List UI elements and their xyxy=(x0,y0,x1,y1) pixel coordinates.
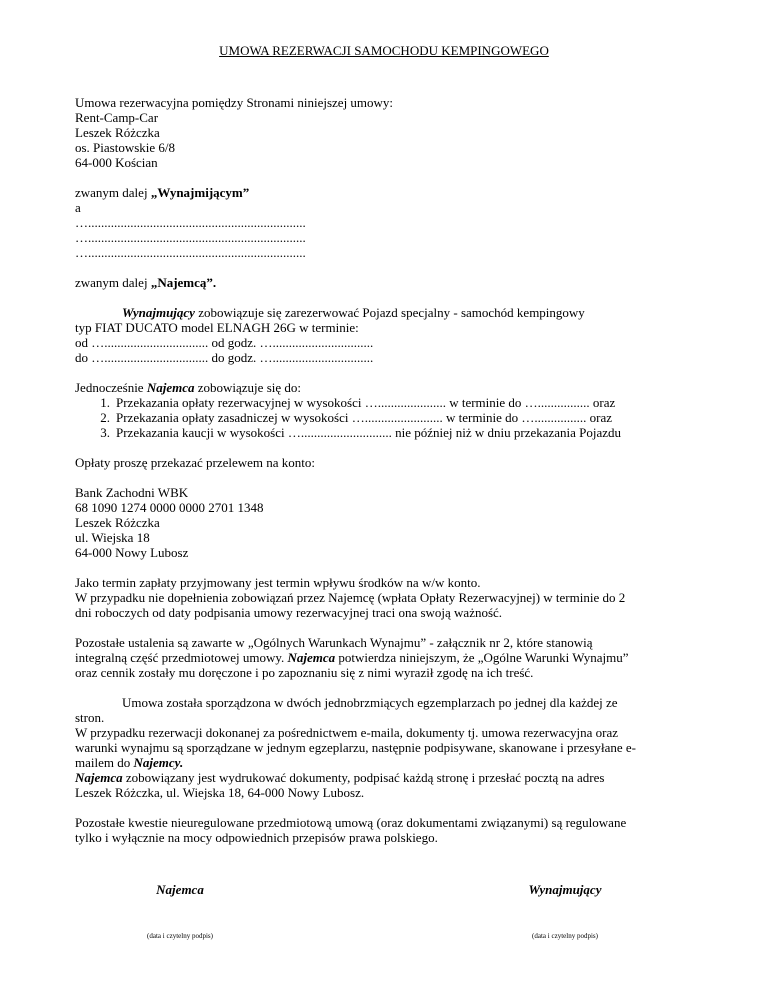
copies-line-5-subject: Najemcy. xyxy=(133,755,184,770)
lessee-called-prefix: zwanym dalej xyxy=(75,275,151,290)
obligations-intro-prefix: Jednocześnie xyxy=(75,380,147,395)
obligation-number: 1. xyxy=(100,395,110,410)
obligations-intro-subject: Najemca xyxy=(146,380,195,395)
bank-city: 64-000 Nowy Lubosz xyxy=(75,545,189,560)
lessor-signature-label: Wynajmujący xyxy=(528,882,602,897)
lessee-blank-line-2: …................................................................... xyxy=(75,230,306,245)
payment-note: Opłaty proszę przekazać przelewem na konto: xyxy=(75,455,316,470)
copies-line-2: stron. xyxy=(75,710,105,725)
lessor-city: 64-000 Kościan xyxy=(75,155,158,170)
obligation-text: Przekazania opłaty rezerwacyjnej w wysokości …..................... w terminie do …................ oraz xyxy=(116,395,616,410)
lessee-called-term: „Najemcą”. xyxy=(150,275,217,290)
copies-line-6-subject: Najemca xyxy=(75,770,123,785)
lessee-blank-line-1: …................................................................... xyxy=(75,215,306,230)
lessor-street: os. Piastowskie 6/8 xyxy=(75,140,176,155)
lessor-called-line xyxy=(75,185,249,200)
terms-line-1: Jako termin zapłaty przyjmowany jest termin wpływu środków na w/w konto. xyxy=(75,575,481,590)
bank-holder: Leszek Różczka xyxy=(75,515,160,530)
reservation-line-2: typ FIAT DUCATO model ELNAGH 26G w terminie: xyxy=(75,320,359,335)
lessor-company: Rent-Camp-Car xyxy=(75,110,159,125)
obligations-intro xyxy=(75,380,301,395)
bank-name: Bank Zachodni WBK xyxy=(75,485,189,500)
obligation-text: Przekazania opłaty zasadniczej w wysokości …........................ w terminie do …................ oraz xyxy=(116,410,613,425)
lessor-signature-note: (data i czytelny podpis) xyxy=(532,932,598,940)
lessee-called-line xyxy=(75,275,216,290)
copies-line-5 xyxy=(75,755,183,770)
general-line-3: oraz cennik zostały mu doręczone i po zapoznaniu się z nimi wyraził zgodę na ich treść. xyxy=(75,665,534,680)
bank-account: 68 1090 1274 0000 0000 2701 1348 xyxy=(75,500,264,515)
terms-line-2: W przypadku nie dopełnienia zobowiązań przez Najemcę (wpłata Opłaty Rezerwacyjnej) w terminie do 2 xyxy=(75,590,626,605)
final-line-2: tylko i wyłącznie na mocy odpowiednich przepisów prawa polskiego. xyxy=(75,830,438,845)
bank-street: ul. Wiejska 18 xyxy=(75,530,150,545)
lessor-called-prefix: zwanym dalej xyxy=(75,185,151,200)
document-title: UMOWA REZERWACJI SAMOCHODU KEMPINGOWEGO xyxy=(219,43,549,58)
reservation-line-1 xyxy=(122,305,585,320)
reservation-date-from: od …................................ od godz. …............................... xyxy=(75,335,374,350)
copies-line-4: warunki wynajmu są sporządzane w jednym egzeplarzu, następnie podpisywane, skanowane i przesyłane e- xyxy=(75,740,636,755)
obligation-number: 3. xyxy=(100,425,110,440)
copies-line-1: Umowa została sporządzona w dwóch jednobrzmiących egzemplarzach po jednej dla każdej ze xyxy=(122,695,618,710)
copies-line-5-prefix: mailem do xyxy=(75,755,134,770)
reservation-date-to: do …................................ do godz. …............................... xyxy=(75,350,374,365)
general-line-1: Pozostałe ustalenia są zawarte w „Ogólnych Warunkach Wynajmu” - załącznik nr 2, które stanowią xyxy=(75,635,593,650)
obligations-intro-rest: zobowiązuje się do: xyxy=(194,380,301,395)
intro-line: Umowa rezerwacyjna pomiędzy Stronami niniejszej umowy: xyxy=(75,95,394,110)
obligation-item-1 xyxy=(90,395,615,410)
general-line-2-subject: Najemca xyxy=(287,650,336,665)
copies-line-6 xyxy=(75,770,604,785)
obligation-text: Przekazania kaucji w wysokości …............................ nie później niż w dniu przekazania Pojazdu xyxy=(116,425,622,440)
copies-line-3: W przypadku rezerwacji dokonanej za pośrednictwem e-maila, dokumenty tj. umowa rezerwacyjna oraz xyxy=(75,725,618,740)
general-line-2 xyxy=(75,650,629,665)
lessor-called-term: „Wynajmijącym” xyxy=(150,185,250,200)
reservation-rest: zobowiązuje się zarezerwować Pojazd specjalny - samochód kempingowy xyxy=(194,305,585,320)
general-line-2-prefix: integralną część przedmiotowej umowy. xyxy=(75,650,288,665)
copies-line-7: Leszek Różczka, ul. Wiejska 18, 64-000 Nowy Lubosz. xyxy=(75,785,365,800)
obligation-item-3 xyxy=(90,425,621,440)
obligation-item-2 xyxy=(90,410,612,425)
general-line-2-rest: potwierdza niniejszym, że „Ogólne Warunki Wynajmu” xyxy=(335,650,629,665)
lessee-signature-note: (data i czytelny podpis) xyxy=(147,932,213,940)
reservation-subject: Wynajmujący xyxy=(122,305,195,320)
terms-line-3: dni roboczych od daty podpisania umowy rezerwacyjnej traci ona swoją ważność. xyxy=(75,605,503,620)
final-line-1: Pozostałe kwestie nieuregulowane przedmiotową umową (oraz dokumentami związanymi) są regulowane xyxy=(75,815,627,830)
and-word: a xyxy=(75,200,81,215)
copies-line-6-rest: zobowiązany jest wydrukować dokumenty, podpisać każdą stronę i przesłać pocztą na adres xyxy=(122,770,605,785)
obligation-number: 2. xyxy=(100,410,110,425)
lessor-name: Leszek Różczka xyxy=(75,125,160,140)
lessee-blank-line-3: …................................................................... xyxy=(75,245,306,260)
lessee-signature-label: Najemca xyxy=(156,882,204,897)
